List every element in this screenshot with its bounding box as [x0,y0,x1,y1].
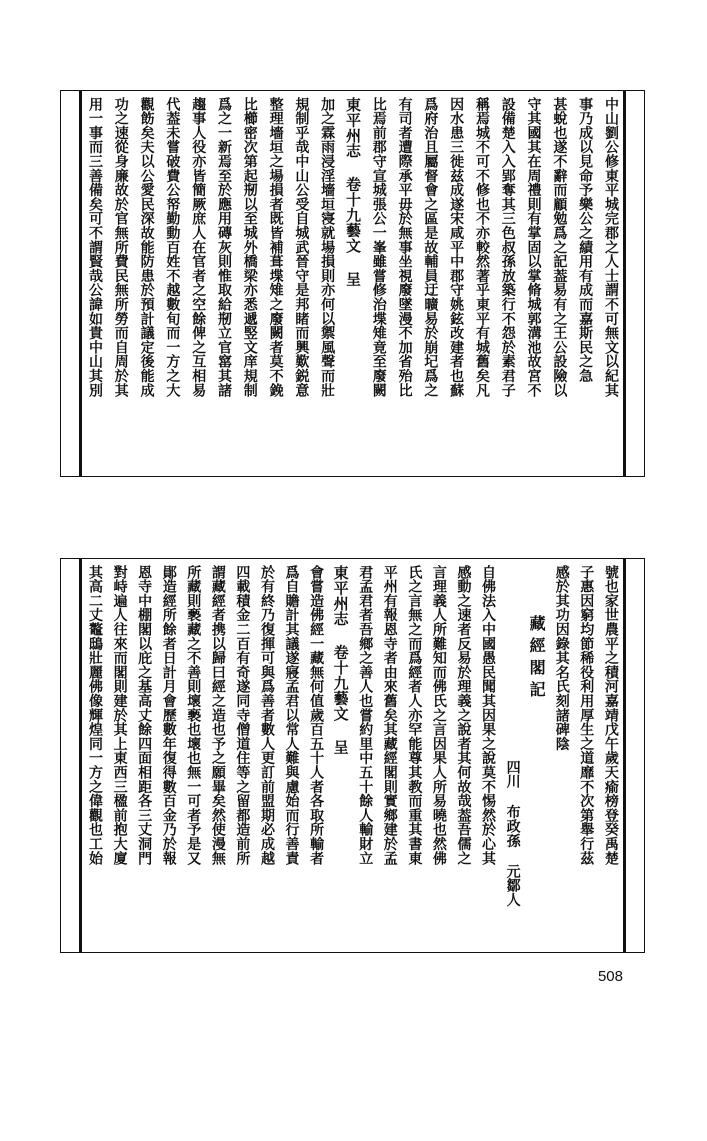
text-column: 用一事而三善備矣可不謂賢哉公諱如貴中山其別 [87,97,103,398]
text-column: 因水患三徙兹成遂宋咸平中郡守姚鉉改建者也蘇 [448,97,465,398]
top-text-block [60,90,645,477]
top-columns [83,97,622,470]
text-column: 氏之言無之而爲經者人亦罕能尊其教而重其書東 [406,565,423,866]
text-column: 會嘗造佛經一藏無何值歲百五十人者各取所輸者 [308,565,325,866]
text-column: 整理墻垣之場損者既皆補葺堞雉之廢闕者莫不鋔 [267,97,284,398]
text-column: 其高二丈鼇鴟壯麗佛像輝煌同一方之偉觀也工始 [87,565,103,866]
text-column: 平州有報恩寺者由來舊矣其藏經閣則實鄉建於孟 [381,565,398,866]
text-column: 君孟君者吾鄉之善人也嘗約里中五十餘人輸財立 [357,565,374,866]
text-column: 謂藏經者携以歸曰經之造也予之願畢矣然使漫無 [209,565,226,866]
text-column: 設備楚入入郢奪其三色叔孫放築行不怨於素君子 [499,97,516,398]
gazetteer-title-column: 東平州志 卷十九藝文 呈 [343,97,362,287]
text-column: 稱焉城不可不修也不亦較然著乎東平有城舊矣凡 [473,97,490,398]
text-column: 代葢未嘗破費公帑勤動百姓不越數旬而一方之大 [164,97,181,398]
text-column: 規制乎哉中山公受自城武晉守是邦睹而興歎鋭意 [293,97,310,398]
text-column: 爲之一新焉至於應用磚灰則惟取給剏立官窰其諸 [215,97,232,398]
text-column: 甚蛻也遂不辭而顧勉爲之記葢易有之王公設險以 [551,97,568,398]
text-column: 加之霖雨浸淫墻垣寖就場損則亦何以禦風聲而壯 [319,97,336,398]
text-column: 號也家世農平之積河嘉靖戊午歲天瘉榜登癸禹楚 [602,565,619,866]
page-number: 508 [597,968,623,985]
text-column: 對峙遍人往來而閣則建於其上東西三楹前抱大廈 [111,565,128,866]
text-column: 觀飭矣夫以公愛民深故能防患於預計議定後能成 [138,97,155,398]
text-column: 功之速從身廉故於官無所費民無所勞而自周於其 [112,97,129,398]
gazetteer-title-column: 東平州志 卷十九藝文 呈 [331,565,350,755]
text-column: 子惠因窮均節稀役利用厚生之道靡不次第舉行茲 [578,565,595,866]
text-column: 事乃成以見命予樂公之績用有成而嘉斯民之急 [577,97,594,383]
text-column: 恩寺中棚閣以庇之基高丈餘四面相距各三丈洞門 [136,565,153,866]
text-column: 於有終乃復揮可與爲善者數人更訂前盟期必成越 [258,565,275,866]
text-column: 守其國其在周禮則有掌固以掌脩城郭溝池故宮不 [525,97,542,398]
text-column: 感動之速者反易於理義之說者其何故哉葢吾儒之 [455,565,472,866]
text-column: 四載積金二百有奇遂同寺僧道住等之留都造前所 [234,565,251,866]
text-column: 感於其功因錄其名氏刻諸碑陰 [553,565,570,751]
text-column: 所藏則褻藏之不善則壞褻也壞也無一可者予是又 [185,565,202,866]
text-column: 自佛法入中國愚民聞其因果之說莫不惕然於心其 [480,565,496,866]
text-column: 有司者遭際承平毋於無事坐視廢墜漫不加省殆比 [396,97,413,398]
bottom-columns [83,565,622,946]
text-column: 趨事人役亦皆簡厥庶人在官者之空餘俾之互相易 [190,97,207,398]
section-heading: 藏經閣記 [527,615,547,703]
text-column: 比焉前郡守宣城張公一峯雖嘗修治堞雉竟至廢闕 [370,97,387,398]
text-column: 中山劉公修東平城完郡之人士謂不可無文以紀其 [602,97,619,398]
text-column: 鄖造經所餘者日計月會歷數年復得數百金乃於報 [160,565,177,866]
text-column: 爲府治且屬督會之區是故輔員迂曠易於崩圮爲之 [422,97,439,398]
author-line: 四川 布政孫 元鄒人 [504,760,521,907]
text-column: 比櫛密次第起剏以至城外橋梁亦悉遞竪文庠規制 [241,97,258,398]
text-column: 爲自贍計其議遂寢孟君以常人難與慮始而行善責 [283,565,300,866]
bottom-text-block [60,558,645,953]
text-column: 言理義人所難知而佛氏之言因果人所易曉也然佛 [430,565,447,866]
